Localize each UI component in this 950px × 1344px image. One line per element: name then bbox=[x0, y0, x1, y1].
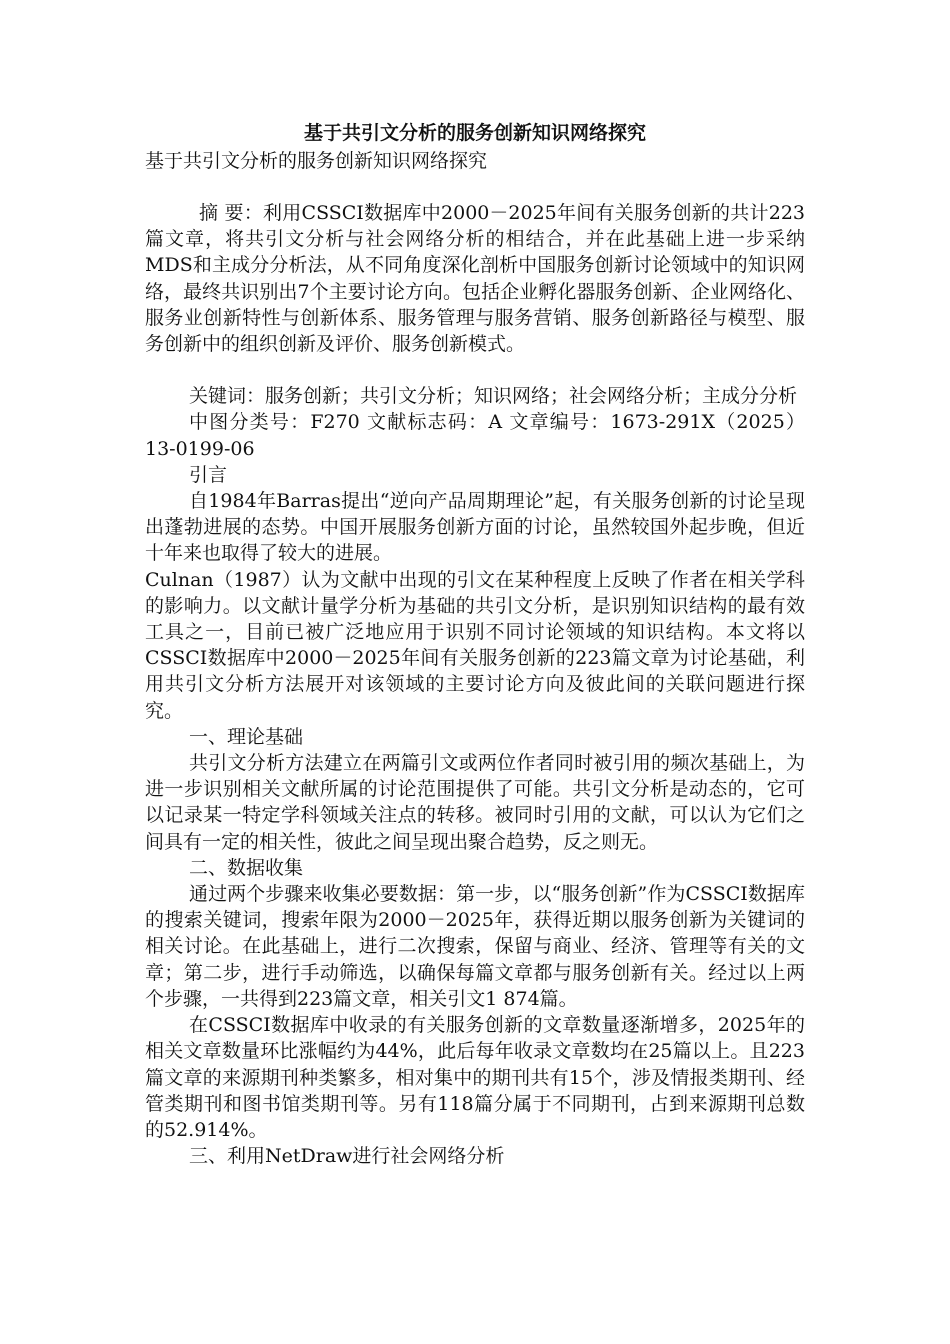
section-2-paragraph-2: 在CSSCI数据库中收录的有关服务创新的文章数量逐渐增多，2025年的相关文章数量环比涨幅约为44%，此后每年收录文章数均在25篇以上。且223篇文章的来源期刊种类繁多，相对集中的期刊共有15个，涉及情报类期刊、经管类期刊和图书馆类期刊等。另有118篇分属于不同期刊，占到来源期刊总数的52.914%。 bbox=[145, 1014, 805, 1141]
section-1-heading: 一、理论基础 bbox=[189, 725, 304, 748]
spacer bbox=[145, 174, 805, 200]
document-subtitle: 基于共引文分析的服务创新知识网络探究 bbox=[145, 150, 488, 172]
intro-heading: 引言 bbox=[189, 463, 228, 486]
document-page bbox=[145, 118, 805, 1169]
intro-paragraph-2: Culnan（1987）认为文献中出现的引文在某种程度上反映了作者在相关学科的影响力。以文献计量学分析为基础的共引文分析，是识别知识结构的最有效工具之一，目前已被广泛地应用于识别不同讨论领域的知识结构。本文将以CSSCI数据库中2000－2025年间有关服务创新的223篇文章为讨论基础，利用共引文分析方法展开对该领域的主要讨论方向及彼此间的关联问题进行探究。 bbox=[145, 568, 805, 722]
keywords-paragraph: 关键词：服务创新；共引文分析；知识网络；社会网络分析；主成分分析 bbox=[189, 385, 798, 408]
abstract-paragraph: 摘 要：利用CSSCI数据库中2000－2025年间有关服务创新的共计223篇文章，将共引文分析与社会网络分析的相结合，并在此基础上进一步采纳MDS和主成分分析法，从不同角度深化剖析中国服务创新讨论领域中的知识网络，最终共识别出7个主要讨论方向。包括企业孵化器服务创新、企业网络化、服务业创新特性与创新体系、服务管理与服务营销、服务创新路径与模型、服务创新中的组织创新及评价、服务创新模式。 bbox=[145, 202, 805, 356]
spacer bbox=[145, 357, 805, 383]
intro-paragraph-1: 自1984年Barras提出“逆向产品周期理论”起，有关服务创新的讨论呈现出蓬勃进展的态势。中国开展服务创新方面的讨论，虽然较国外起步晚，但近十年来也取得了较大的进展。 bbox=[145, 490, 805, 565]
section-3-heading: 三、利用NetDraw进行社会网络分析 bbox=[189, 1145, 505, 1168]
classification-paragraph: 中图分类号：F270 文献标志码：A 文章编号：1673-291X（2025）13-0199-06 bbox=[145, 411, 805, 460]
section-1-paragraph: 共引文分析方法建立在两篇引文或两位作者同时被引用的频次基础上，为进一步识别相关文献所属的讨论范围提供了可能。共引文分析是动态的，它可以记录某一特定学科领域关注点的转移。被同时引用的文献，可以认为它们之间具有一定的相关性，彼此之间呈现出聚合趋势，反之则无。 bbox=[145, 752, 805, 853]
section-2-heading: 二、数据收集 bbox=[189, 856, 304, 879]
document-title: 基于共引文分析的服务创新知识网络探究 bbox=[303, 122, 646, 144]
section-2-paragraph-1: 通过两个步骤来收集必要数据：第一步，以“服务创新”作为CSSCI数据库的搜索关键词，搜索年限为2000－2025年，获得近期以服务创新为关键词的相关讨论。在此基础上，进行二次搜索，保留与商业、经济、管理等有关的文章；第二步，进行手动筛选，以确保每篇文章都与服务创新有关。经过以上两个步骤，一共得到223篇文章，相关引文1 874篇。 bbox=[145, 883, 805, 1010]
